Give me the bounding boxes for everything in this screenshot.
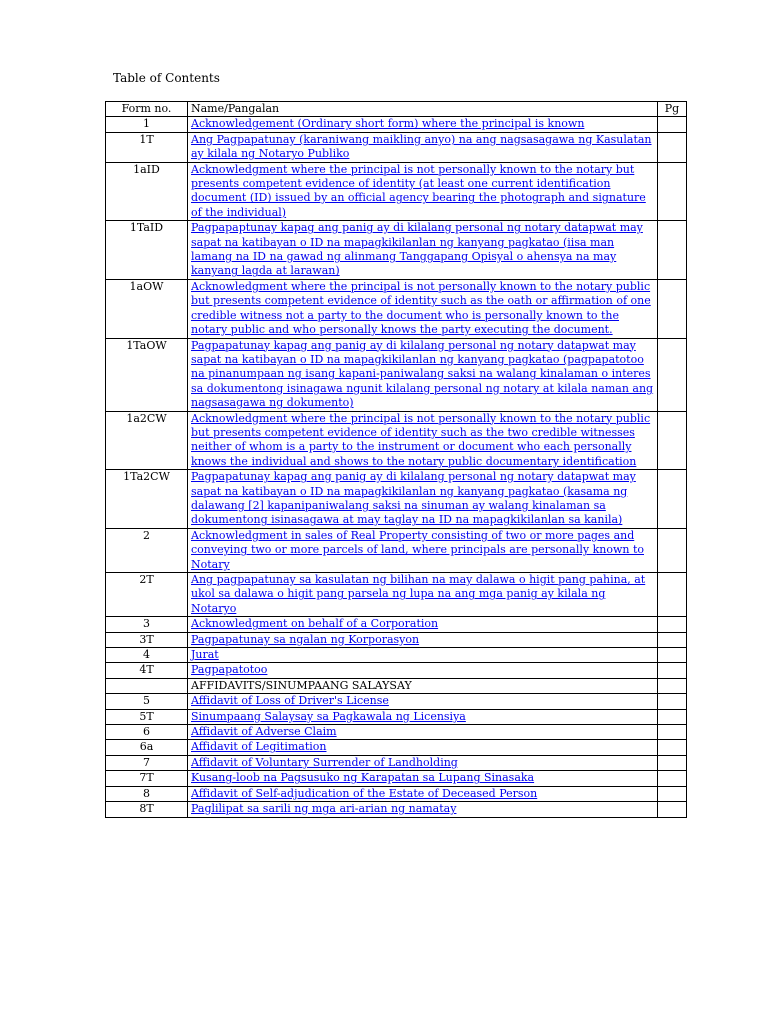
table-row: [106, 470, 687, 529]
page-number-cell: [658, 162, 687, 221]
table-row: [106, 528, 687, 572]
form-number: 5T: [106, 709, 188, 724]
page-number-cell: [658, 648, 687, 663]
table-row: [106, 678, 687, 693]
form-name-cell: [188, 663, 658, 678]
form-name-cell: [188, 786, 658, 801]
table-row: [106, 132, 687, 162]
table-row: [106, 709, 687, 724]
form-name-cell: [188, 117, 658, 132]
table-row: [106, 786, 687, 801]
form-number: 1a2CW: [106, 411, 188, 470]
form-number: 1Ta2CW: [106, 470, 188, 529]
table-row: [106, 632, 687, 647]
form-title-link[interactable]: Affidavit of Loss of Driver's License: [191, 694, 389, 708]
form-number: 1TaOW: [106, 338, 188, 411]
form-title-link[interactable]: Pagpapatunay sa ngalan ng Korporasyon: [191, 632, 420, 646]
form-name-cell: [188, 162, 658, 221]
form-name-cell: [188, 632, 658, 647]
form-name-cell: [188, 725, 658, 740]
table-row: [106, 221, 687, 280]
table-row: [106, 279, 687, 338]
page-number-cell: [658, 132, 687, 162]
table-row: [106, 740, 687, 755]
form-title-link[interactable]: Acknowledgment on behalf of a Corporation: [191, 617, 439, 631]
page-number-cell: [658, 411, 687, 470]
form-title-link[interactable]: Kusang-loob na Pagsusuko ng Karapatan sa Lupang Sinasaka: [191, 771, 535, 785]
form-title-link[interactable]: Acknowledgment where the principal is not personally known to the notary public but presents competent evidence of identity such as the oath or affirmation of one credible witness not a party to the document who is personally known to the notary public and who personally knows the party executing the document.: [191, 279, 651, 337]
form-title-link[interactable]: Ang pagpapatunay sa kasulatan ng bilihan na may dalawa o higit pang pahina, at ukol sa dalawa o higit pang parsela ng lupa na ang mga panig ay kilala ng Notaryo: [191, 573, 646, 615]
table-row: [106, 755, 687, 770]
table-row: [106, 648, 687, 663]
form-number: 2: [106, 528, 188, 572]
form-name-cell: [188, 338, 658, 411]
form-name-cell: [188, 771, 658, 786]
form-number: 6a: [106, 740, 188, 755]
page-number-cell: [658, 725, 687, 740]
form-title-link[interactable]: Paglilipat sa sarili ng mga ari-arian ng namatay: [191, 802, 457, 816]
table-row: [106, 771, 687, 786]
form-number: 8T: [106, 802, 188, 817]
form-number: 2T: [106, 573, 188, 617]
page-number-cell: [658, 663, 687, 678]
table-row: [106, 617, 687, 632]
form-name-cell: [188, 694, 658, 709]
page-number-cell: [658, 528, 687, 572]
form-number: 1: [106, 117, 188, 132]
page-title: Table of Contents: [113, 71, 220, 85]
page-number-cell: [658, 338, 687, 411]
form-title-link[interactable]: Affidavit of Adverse Claim: [191, 725, 337, 739]
form-name-cell: [188, 617, 658, 632]
page-number-cell: [658, 771, 687, 786]
section-heading: AFFIDAVITS/SINUMPAANG SALAYSAY: [191, 678, 412, 692]
page-number-cell: [658, 279, 687, 338]
form-title-link[interactable]: Pagpapaptunay kapag ang panig ay di kilalang personal ng notary datapwat may sapat na katibayan o ID na mapagkikilanlan ng kanyang pagkatao (iisa man lamang na ID na gawad ng alinmang Tanggapang Opisyal o ahensya na may kanyang lagda at larawan): [191, 221, 643, 278]
page-number-cell: [658, 573, 687, 617]
form-number: 7: [106, 755, 188, 770]
form-number: 3T: [106, 632, 188, 647]
form-number: 4T: [106, 663, 188, 678]
form-number: 3: [106, 617, 188, 632]
form-title-link[interactable]: Pagpapatunay kapag ang panig ay di kilalang personal ng notary datapwat may sapat na katibayan o ID na mapagkikilanlan ng kanyang pagkatao (pagpapatotoo na pinanumpaan ng isang kapani-paniwalang saksi na walang kinalaman o interes sa dokumentong isinagawa ngunit kilalang personal ng notary at kilala naman ang nagsasagawa ng dokumento): [191, 338, 654, 410]
form-title-link[interactable]: Sinumpaang Salaysay sa Pagkawala ng Licensiya: [191, 709, 466, 723]
page-number-cell: [658, 802, 687, 817]
page-number-cell: [658, 755, 687, 770]
form-name-cell: [188, 221, 658, 280]
table-row: [106, 694, 687, 709]
form-title-link[interactable]: Affidavit of Voluntary Surrender of Landholding: [191, 755, 458, 769]
form-number: 1TaID: [106, 221, 188, 280]
page-number-cell: [658, 678, 687, 693]
form-title-link[interactable]: Ang Pagpapatunay (karaniwang maikling anyo) na ang nagsasagawa ng Kasulatan ay kilala ng Notaryo Publiko: [191, 132, 652, 161]
form-title-link[interactable]: Acknowledgment where the principal is not personally known to the notary public but presents competent evidence of identity such as the two credible witnesses neither of whom is a party to the instrument or document who each personally knows the individual and shows to the notary public documentary identification: [191, 411, 651, 468]
form-title-link[interactable]: Affidavit of Self-adjudication of the Estate of Deceased Person: [191, 786, 538, 800]
form-title-link[interactable]: Acknowledgment in sales of Real Property consisting of two or more pages and conveying two or more parcels of land, where principals are personally known to Notary: [191, 528, 644, 571]
form-number: 4: [106, 648, 188, 663]
form-number: [106, 678, 188, 693]
table-header-row: [106, 102, 687, 117]
form-no-header: Form no.: [106, 102, 188, 117]
page-number-cell: [658, 786, 687, 801]
form-name-cell: [188, 528, 658, 572]
form-name-cell: [188, 470, 658, 529]
form-name-cell: [188, 411, 658, 470]
form-title-link[interactable]: Pagpapatotoo: [191, 663, 268, 677]
form-title-link[interactable]: Jurat: [191, 648, 219, 662]
pg-header: Pg: [658, 102, 687, 117]
form-number: 1T: [106, 132, 188, 162]
form-name-cell: [188, 573, 658, 617]
table-row: [106, 725, 687, 740]
form-number: 7T: [106, 771, 188, 786]
table-row: [106, 411, 687, 470]
form-name-cell: [188, 802, 658, 817]
form-name-cell: [188, 709, 658, 724]
page-number-cell: [658, 617, 687, 632]
page-number-cell: [658, 470, 687, 529]
name-header: Name/Pangalan: [188, 102, 658, 117]
form-name-cell: [188, 132, 658, 162]
form-name-cell: [188, 648, 658, 663]
page-number-cell: [658, 740, 687, 755]
table-row: [106, 117, 687, 132]
form-name-cell: [188, 279, 658, 338]
form-number: 6: [106, 725, 188, 740]
table-row: [106, 338, 687, 411]
table-row: [106, 663, 687, 678]
page-number-cell: [658, 709, 687, 724]
form-title-link[interactable]: Pagpapatunay kapag ang panig ay di kilalang personal ng notary datapwat may sapat na katibayan o ID na mapagkikilanlan ng kanyang pagkatao (kasama ng dalawang [2] kapanipaniwalang saksi na sinuman ay walang kinalaman sa dokumentong isinasagawa at may taglay na ID na mapagkikilanlan sa kanila): [191, 470, 636, 527]
form-name-cell: [188, 755, 658, 770]
table-row: [106, 802, 687, 817]
toc-table: [105, 101, 687, 818]
page-number-cell: [658, 117, 687, 132]
page-number-cell: [658, 632, 687, 647]
page-number-cell: [658, 221, 687, 280]
page-number-cell: [658, 694, 687, 709]
form-title-link[interactable]: Acknowledgment where the principal is not personally known to the notary but presents competent evidence of identity (at least one current identification document (ID) issued by an official agency bearing the photograph and signature of the individual): [191, 162, 646, 219]
form-number: 8: [106, 786, 188, 801]
form-name-cell: [188, 678, 658, 693]
form-number: 1aID: [106, 162, 188, 221]
form-number: 5: [106, 694, 188, 709]
form-title-link[interactable]: Affidavit of Legitimation: [191, 740, 327, 754]
form-name-cell: [188, 740, 658, 755]
table-row: [106, 162, 687, 221]
table-row: [106, 573, 687, 617]
form-number: 1aOW: [106, 279, 188, 338]
form-title-link[interactable]: Acknowledgement (Ordinary short form) where the principal is known: [191, 117, 585, 131]
